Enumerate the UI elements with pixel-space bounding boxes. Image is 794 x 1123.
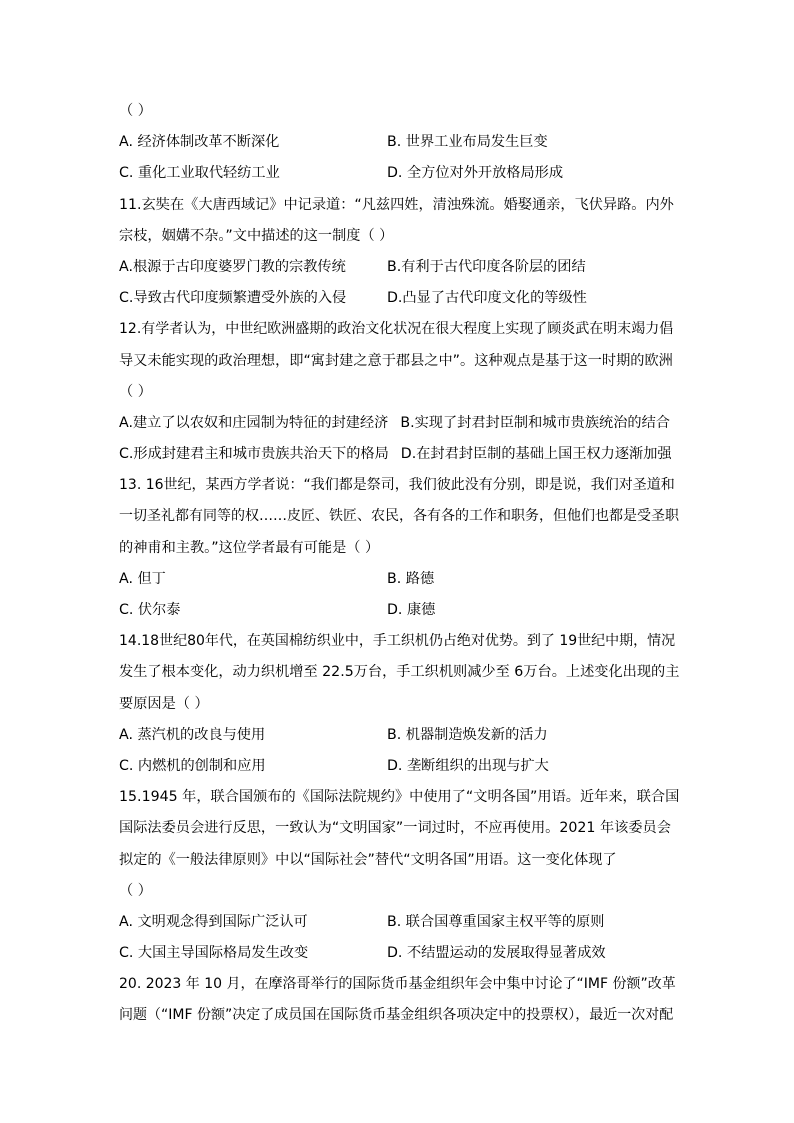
question-12 [119,314,679,470]
q12-answer-bracket: （ ） [119,383,152,400]
q14-option-d: D. 垄断组织的出现与扩大 [387,757,549,774]
q14-stem-line-2: 发生了根本变化，动力织机增至 22.5万台，手工织机则减少至 6万台。上述变化出现的主 [119,664,680,681]
q12-options-row-2 [119,439,679,470]
q10-option-a: A. 经济体制改革不断深化 [119,134,280,151]
q12-option-b: B.实现了封君封臣制和城市贵族统治的结合 [400,414,670,431]
q14-stem-line-1: 14.18世纪80年代，在英国棉纺织业中，手工织机仍占绝对优势。到了 19世纪中期，情况 [119,633,676,650]
q10-option-d: D. 全方位对外开放格局形成 [387,165,564,182]
q15-answer-bracket: （ ） [119,882,152,899]
q13-option-b: B. 路德 [387,570,435,587]
q11-option-b: B.有利于古代印度各阶层的团结 [387,258,586,275]
q14-options-row-2 [119,751,679,782]
q15-stem-line-3: 拟定的《一般法律原则》中以“国际社会”替代“文明各国”用语。这一变化体现了 [119,851,617,868]
q15-options-row-2 [119,938,679,969]
q20-stem-line-2: 问题（“IMF 份额”决定了成员国在国际货币基金组织各项决定中的投票权），最近一次对配 [119,1007,674,1024]
q12-stem-line-2: 导又未能实现的政治理想，即“寓封建之意于郡县之中”。这种观点是基于这一时期的欧洲 [119,352,673,369]
q11-options-row-2 [119,283,679,314]
q14-option-a: A. 蒸汽机的改良与使用 [119,726,266,743]
q15-stem-line-2: 国际法委员会进行反思，一致认为“文明国家”一词过时，不应再使用。2021 年该委员会 [119,820,671,837]
q11-options-row-1 [119,252,679,283]
question-13 [119,470,679,626]
q11-option-a: A.根源于古印度婆罗门教的宗教传统 [119,258,346,275]
q11-option-c: C.导致古代印度频繁遭受外族的入侵 [119,290,347,307]
q13-stem-line-3: 的神甫和主教。”这位学者最有可能是（ ） [119,539,380,556]
q15-stem-line-1: 15.1945 年，联合国颁布的《国际法院规约》中使用了“文明各国”用语。近年来，联合国 [119,789,680,806]
q12-option-a: A.建立了以农奴和庄园制为特征的封建经济 [119,414,389,431]
q12-stem-line-1: 12.有学者认为，中世纪欧洲盛期的政治文化状况在很大程度上实现了顾炎武在明末竭力倡 [119,321,674,338]
question-10-options-row-2 [119,158,679,189]
q11-stem-line-1: 11.玄奘在《大唐西域记》中记录道：“凡兹四姓，清浊殊流。婚娶通亲，飞伏异路。内外 [119,196,674,213]
q13-option-a: A. 但丁 [119,570,166,587]
q14-options-row-1 [119,720,679,751]
exam-page [119,96,679,1032]
q15-option-c: C. 大国主导国际格局发生改变 [119,945,309,962]
q12-option-c: C.形成封建君主和城市贵族共治天下的格局 [119,446,389,463]
q13-options-row-2 [119,595,679,626]
question-11 [119,190,679,315]
q13-stem-line-1: 13. 16世纪，某西方学者说：“我们都是祭司，我们彼此没有分别，即是说，我们对圣道和 [119,477,675,494]
q14-option-c: C. 内燃机的创制和应用 [119,757,266,774]
q15-options-row-1 [119,907,679,938]
q15-option-b: B. 联合国尊重国家主权平等的原则 [387,913,605,930]
q11-option-d: D.凸显了古代印度文化的等级性 [387,290,587,307]
answer-bracket: （ ） [119,103,152,119]
q12-options-row-1 [119,408,679,439]
question-14 [119,626,679,782]
question-20 [119,969,679,1031]
q13-options-row-1 [119,564,679,595]
q14-option-b: B. 机器制造焕发新的活力 [387,726,548,743]
q20-stem-line-1: 20. 2023 年 10 月，在摩洛哥举行的国际货币基金组织年会中集中讨论了“IMF 份额”改革 [119,976,676,993]
q13-option-d: D. 康德 [387,602,436,618]
q15-option-a: A. 文明观念得到国际广泛认可 [119,913,308,930]
q14-stem-line-3: 要原因是（ ） [119,695,209,712]
question-15 [119,782,679,969]
q15-option-d: D. 不结盟运动的发展取得显著成效 [387,945,606,962]
q10-option-b: B. 世界工业布局发生巨变 [387,134,548,151]
question-10-options-row-1 [119,127,679,158]
q13-option-c: C. 伏尔泰 [119,602,181,618]
q13-stem-line-2: 一切圣礼都有同等的权……皮匠、铁匠、农民，各有各的工作和职务，但他们也都是受圣职 [119,508,679,525]
q12-option-d: D.在封君封臣制的基础上国王权力逐渐加强 [400,446,672,463]
q11-stem-line-2: 宗枝，姻媾不杂。”文中描述的这一制度（ ） [119,227,394,244]
q10-option-c: C. 重化工业取代轻纺工业 [119,165,280,182]
